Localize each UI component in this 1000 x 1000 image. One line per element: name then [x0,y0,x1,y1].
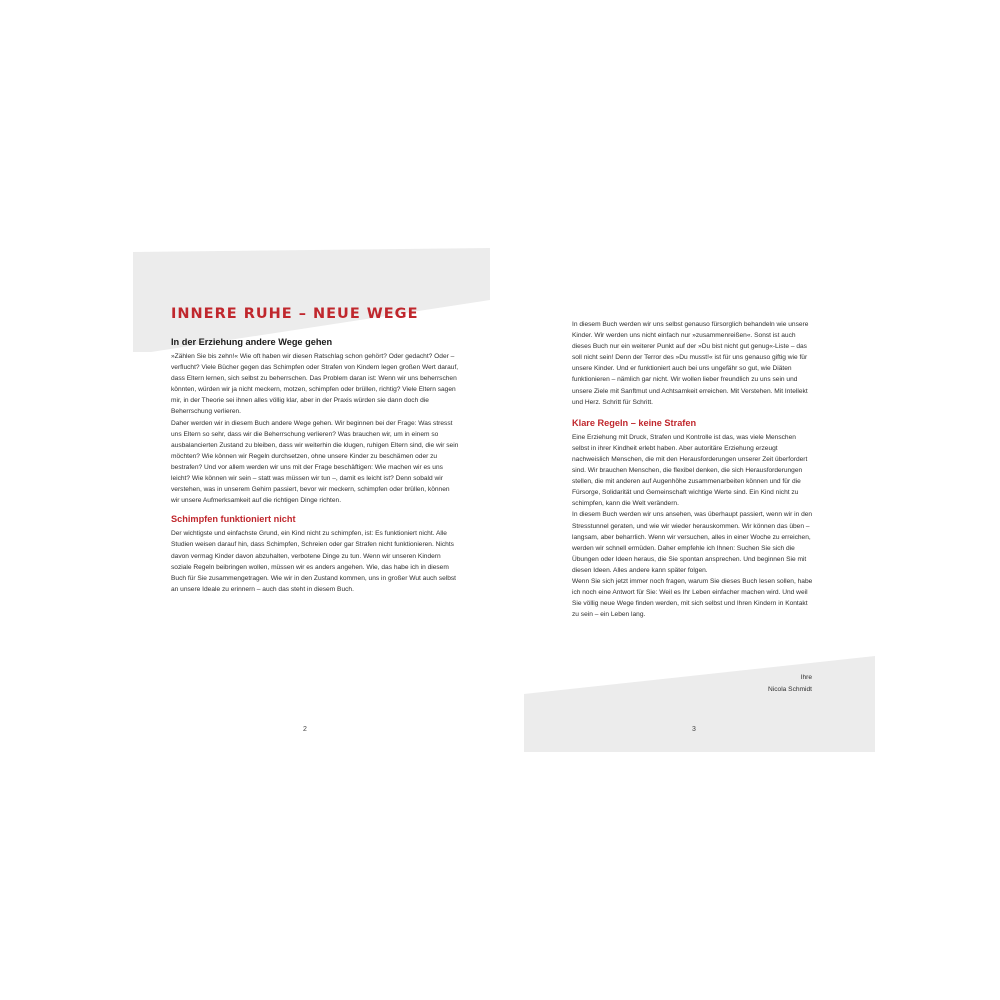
right-page [524,248,875,752]
section-heading: In der Erziehung andere Wege gehen [171,337,333,347]
left-text-column [171,336,459,595]
paragraph: »Zählen Sie bis zehn!« Wie oft haben wir diesen Ratschlag schon gehört? Oder gedacht? Oder – verflucht? Viele Bücher gegen das Schimpfen oder Strafen von Kindern legen großen Wert darauf, dass Eltern lernen, sich selbst zu beherrschen. Das Problem daran ist: Wenn wir uns beherrschen könnten, würden wir ja nicht meckern, motzen, schimpfen oder brüllen, richtig? Viele Eltern sagen mir, in der Theorie sei ihnen alles völlig klar, aber in der Praxis würden sie dann doch die Beherrschung verlieren. [171,353,459,416]
right-text-column [572,319,814,620]
page-number: 3 [692,726,696,733]
page-number: 2 [303,726,307,733]
left-page [133,248,490,752]
paragraph: Daher werden wir in diesem Buch andere Wege gehen. Wir beginnen bei der Frage: Was stresst uns Eltern so sehr, dass wir die Beherrschung verlieren? Was brauchen wir, um in einem so ausbalancierten Zustand zu bleiben, dass wir weiterhin die klugen, ruhigen Eltern sind, die wir sein möchten? Wie können wir Regeln durchsetzen, ohne unsere Kinder zu beschämen oder zu bestrafen? Und vor allem werden wir uns mit der Frage beschäftigen: Wie machen wir es uns leicht? Wie können wir sein – statt was müssen wir tun –, damit es leicht ist? Denn sobald wir verstehen, was in unserem Gehirn passiert, bevor wir meckern, schimpfen oder brüllen, können wir unsere Aufmerksamkeit auf die richtigen Dinge richten. [171,419,459,505]
author-signature: Nicola Schmidt [768,686,812,693]
closing: Ihre [800,674,812,681]
paragraph: Wenn Sie sich jetzt immer noch fragen, warum Sie dieses Buch lesen sollen, habe ich noch eine Antwort für Sie: Weil es Ihr Leben einfacher machen wird. Und weil Sie völlig neue Wege finden werden, mit sich selbst und Ihren Kindern in Kontakt zu sein – ein Leben lang. [572,577,813,619]
chapter-title: INNERE RUHE – NEUE WEGE [171,306,419,322]
subheading: Schimpfen funktioniert nicht [171,514,296,525]
paragraph: In diesem Buch werden wir uns ansehen, was überhaupt passiert, wenn wir in den Stresstunnel geraten, und wie wir wieder herauskommen. Wir können das üben – langsam, aber beharrlich. Wenn wir versuchen, alles in einer Woche zu erreichen, werden wir schnell ermüden. Daher empfehle ich Ihnen: Suchen Sie sich die Übungen oder Ideen heraus, die Sie spontan ansprechen. Und beginnen Sie mit diesen Ideen. Alles andere kann später folgen. [572,511,813,574]
paragraph: Eine Erziehung mit Druck, Strafen und Kontrolle ist das, was viele Menschen selbst in ihrer Kindheit erlebt haben. Aber autoritäre Erziehung erzeugt nachweislich Menschen, die mit den Herausforderungen unserer Zeit überfordert sind. Wir brauchen Menschen, die flexibel denken, die sich Herausforderungen stellen, die mit anderen auf Augenhöhe zusammenarbeiten können und für die Fürsorge, Solidarität und Gemeinschaft wichtige Werte sind. Ein Kind nicht zu schimpfen, kann die Welt verändern. [572,433,808,508]
paragraph: Der wichtigste und einfachste Grund, ein Kind nicht zu schimpfen, ist: Es funktioniert nicht. Alle Studien weisen darauf hin, dass Schimpfen, Schreien oder gar Strafen nicht funktionieren. Nichts davon vermag Kinder davon abzuhalten, verbotene Dinge zu tun. Wenn wir unseren Kindern soziale Regeln beibringen wollen, müssen wir es anders angehen. Wie, das habe ich in diesem Buch für Sie zusammengetragen. Wie wir in den Zustand kommen, uns in großer Wut auch selbst an unsere Ideale zu erinnern – auch das steht in diesem Buch. [171,530,457,593]
subheading: Klare Regeln – keine Strafen [572,417,697,428]
paragraph: In diesem Buch werden wir uns selbst genauso fürsorglich behandeln wie unsere Kinder. Wir werden uns nicht einfach nur »zusammenreißen«. Sonst ist auch dieses Buch nur ein weiterer Punkt auf der »Du bist nicht gut genug«-Liste – das soll nicht sein! Denn der Terror des »Du musst!« ist für uns genauso giftig wie für unsere Kinder. Und er funktioniert auch bei uns ungefähr so gut, wie Diäten funktionieren – nämlich gar nicht. Wir wollen lieber freundlich zu uns sein und unsere Ziele mit Sanftmut und Achtsamkeit erreichen. Mit Verstehen. Mit Intellekt und Herz. Schritt für Schritt. [572,321,809,406]
